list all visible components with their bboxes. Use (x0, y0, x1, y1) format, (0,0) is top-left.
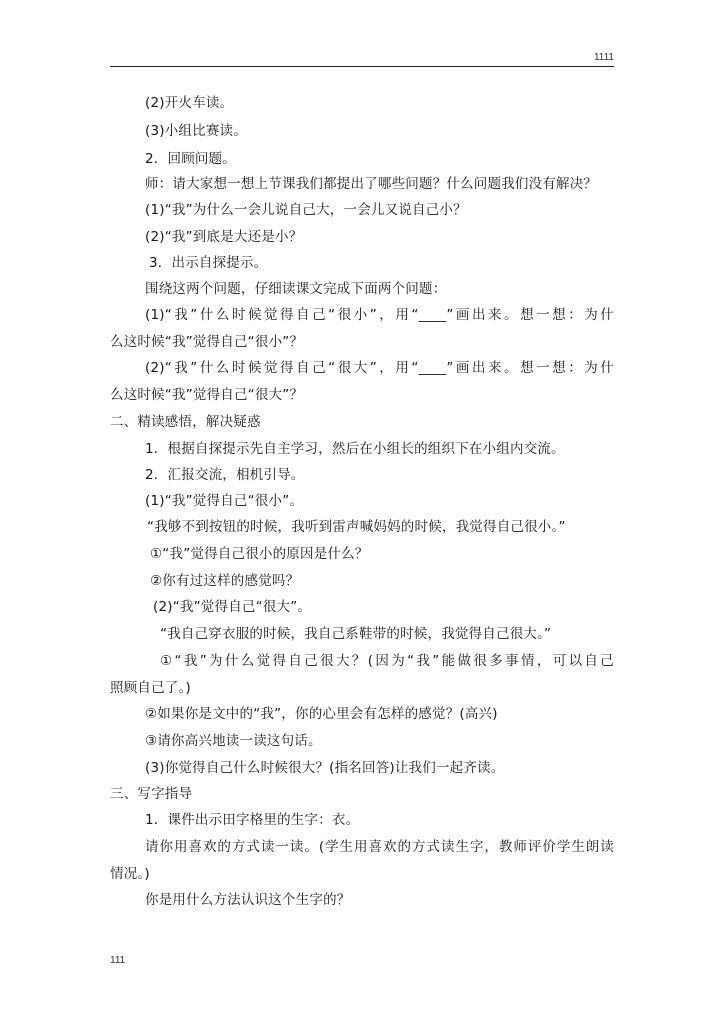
text-line: ③请你高兴地读一读这句话。 (145, 733, 322, 749)
text-line: 师：请大家想一想上节课我们都提出了哪些问题？什么问题我们没有解决？ (145, 176, 598, 192)
text-line: ②如果你是文中的“我”，你的心里会有怎样的感觉？(高兴) (145, 706, 498, 722)
text-line: 1．根据自探提示先自主学习，然后在小组长的组织下在小组内交流。 (145, 441, 565, 457)
text-line: (1)“我”什么时候觉得自己“很小”，用“____”画出来。想一想：为什 (145, 307, 614, 323)
text-line: 照顾自己了。) (110, 680, 191, 696)
text-line: (2)“我”到底是大还是小？ (145, 229, 303, 245)
text-line: ②你有过这样的感觉吗？ (150, 573, 300, 589)
text-line: 么这时候“我”觉得自己“很小”？ (110, 334, 304, 350)
text-line: “我自己穿衣服的时候，我自己系鞋带的时候，我觉得自己很大。” (160, 626, 552, 642)
text-line: (1)“我”觉得自己“很小”。 (145, 493, 304, 509)
text-line: (1)“我”为什么一会儿说自己大，一会儿又说自己小？ (145, 202, 467, 218)
text-line: 你是用什么方法认识这个生字的？ (145, 892, 351, 908)
text-line: 1．课件出示田字格里的生字：衣。 (145, 812, 360, 828)
header-page-number: 1111 (593, 52, 614, 63)
section-heading: 二、精读感悟，解决疑惑 (110, 414, 261, 430)
header-divider (110, 66, 614, 67)
text-line: 请你用喜欢的方式读一读。(学生用喜欢的方式读生字，教师评价学生朗读 (145, 839, 614, 855)
text-line: ①“我”为什么觉得自己很大？(因为“我”能做很多事情，可以自己 (160, 653, 614, 669)
text-line: 3．出示自探提示。 (149, 255, 268, 271)
footer-page-number: 111 (110, 955, 126, 966)
section-heading: 三、写字指导 (110, 786, 193, 802)
text-line: 么这时候“我”觉得自己“很大”？ (110, 387, 304, 403)
text-line: 2．汇报交流，相机引导。 (145, 467, 305, 483)
text-line: (2)“我”觉得自己“很大”。 (153, 599, 312, 615)
text-line: 情况。) (110, 866, 150, 882)
text-line: (3)你觉得自己什么时候很大？(指名回答)让我们一起齐读。 (145, 760, 505, 776)
text-line: 围绕这两个问题，仔细读课文完成下面两个问题： (145, 281, 447, 297)
text-line: (3)小组比赛读。 (145, 123, 247, 139)
text-line: (2)“我”什么时候觉得自己“很大”，用“____”画出来。想一想：为什 (145, 360, 614, 376)
text-line: (2)开火车读。 (145, 95, 234, 111)
text-line: ①“我”觉得自己很小的原因是什么？ (150, 546, 369, 562)
text-line: “我够不到按钮的时候，我听到雷声喊妈妈的时候，我觉得自己很小。” (147, 519, 566, 535)
text-line: 2．回顾问题。 (145, 151, 236, 167)
